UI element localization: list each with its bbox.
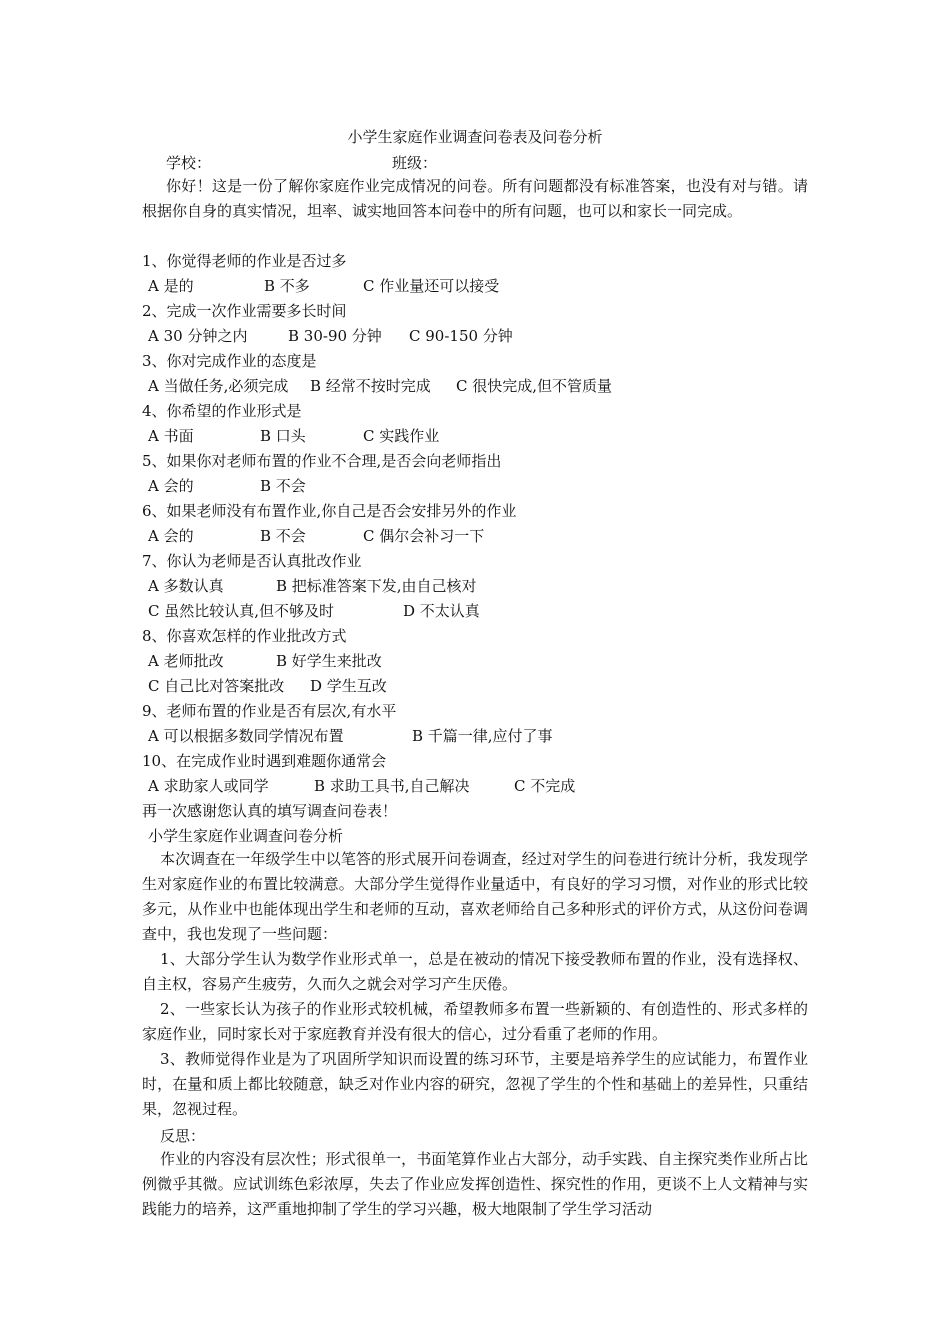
option: A 会的	[148, 527, 194, 545]
option: B 求助工具书,自己解决	[314, 777, 470, 795]
option: A 老师批改	[148, 652, 224, 670]
option: B 好学生来批改	[276, 652, 382, 670]
document-title: 小学生家庭作业调查问卷表及问卷分析	[347, 128, 603, 146]
question-2: 2、完成一次作业需要多长时间	[142, 302, 347, 320]
question-9: 9、老师布置的作业是否有层次,有水平	[142, 702, 397, 720]
question-6: 6、如果老师没有布置作业,你自己是否会安排另外的作业	[142, 502, 517, 520]
question-8: 8、你喜欢怎样的作业批改方式	[142, 627, 347, 645]
question-4: 4、你希望的作业形式是	[142, 402, 302, 420]
option: B 经常不按时完成	[310, 377, 431, 395]
option: C 自己比对答案批改	[148, 677, 285, 695]
option: C 不完成	[514, 777, 576, 795]
option: C 虽然比较认真,但不够及时	[148, 602, 335, 620]
option: C 偶尔会补习一下	[363, 527, 485, 545]
problem-2: 2、一些家长认为孩子的作业形式较机械，希望教师多布置一些新颖的、有创造性的、形式多样的家庭作业，同时家长对于家庭教育并没有很大的信心，过分看重了老师的作用。	[142, 1000, 808, 1043]
question-3: 3、你对完成作业的态度是	[142, 352, 317, 370]
option: B 30-90 分钟	[288, 327, 382, 345]
option: A 30 分钟之内	[148, 327, 248, 345]
option: C 实践作业	[363, 427, 440, 445]
thanks-line: 再一次感谢您认真的填写调查问卷表！	[142, 802, 398, 820]
school-label: 学校：	[166, 154, 212, 172]
option: B 不会	[260, 477, 306, 495]
option: A 求助家人或同学	[148, 777, 269, 795]
analysis-intro: 本次调查在一年级学生中以笔答的形式展开问卷调查，经过对学生的问卷进行统计分析，我发现学生对家庭作业的布置比较满意。大部分学生觉得作业量适中，有良好的学习习惯，对作业的形式比较多元，从作业中也能体现出学生和老师的互动，喜欢老师给自己多种形式的评价方式，从这份问卷调查中，我也发现了一些问题：	[142, 850, 808, 943]
analysis-title: 小学生家庭作业调查问卷分析	[148, 827, 344, 845]
option: D 不太认真	[403, 602, 480, 620]
question-10: 10、在完成作业时遇到难题你通常会	[142, 752, 387, 770]
option: A 多数认真	[148, 577, 224, 595]
option: B 把标准答案下发,由自己核对	[276, 577, 477, 595]
question-1: 1、你觉得老师的作业是否过多	[142, 252, 347, 270]
reflection-paragraph: 作业的内容没有层次性；形式很单一，书面笔算作业占大部分，动手实践、自主探究类作业所占比例微乎其微。应试训练色彩浓厚，失去了作业应发挥创造性、探究性的作用，更谈不上人文精神与实践能力的培养，这严重地抑制了学生的学习兴趣，极大地限制了学生学习活动	[142, 1150, 808, 1218]
question-7: 7、你认为老师是否认真批改作业	[142, 552, 362, 570]
class-label: 班级：	[392, 154, 438, 172]
option: A 会的	[148, 477, 194, 495]
problem-3: 3、教师觉得作业是为了巩固所学知识而设置的练习环节，主要是培养学生的应试能力，布置作业时，在量和质上都比较随意，缺乏对作业内容的研究，忽视了学生的个性和基础上的差异性，只重结果，忽视过程。	[142, 1050, 808, 1118]
question-5: 5、如果你对老师布置的作业不合理,是否会向老师指出	[142, 452, 502, 470]
option: A 是的	[148, 277, 194, 295]
option: A 当做任务,必须完成	[148, 377, 289, 395]
option: B 不会	[260, 527, 306, 545]
option: D 学生互改	[310, 677, 387, 695]
option: A 书面	[148, 427, 194, 445]
option: B 不多	[264, 277, 310, 295]
reflection-label: 反思：	[160, 1127, 206, 1145]
option: B 千篇一律,应付了事	[412, 727, 553, 745]
option: B 口头	[260, 427, 306, 445]
option: C 90-150 分钟	[409, 327, 513, 345]
problem-1: 1、大部分学生认为数学作业形式单一，总是在被动的情况下接受教师布置的作业，没有选择权、自主权，容易产生疲劳，久而久之就会对学习产生厌倦。	[142, 950, 808, 993]
intro-paragraph: 你好！这是一份了解你家庭作业完成情况的问卷。所有问题都没有标准答案，也没有对与错。请根据你自身的真实情况，坦率、诚实地回答本问卷中的所有问题，也可以和家长一同完成。	[142, 177, 808, 220]
option: A 可以根据多数同学情况布置	[148, 727, 344, 745]
option: C 作业量还可以接受	[363, 277, 500, 295]
option: C 很快完成,但不管质量	[456, 377, 613, 395]
